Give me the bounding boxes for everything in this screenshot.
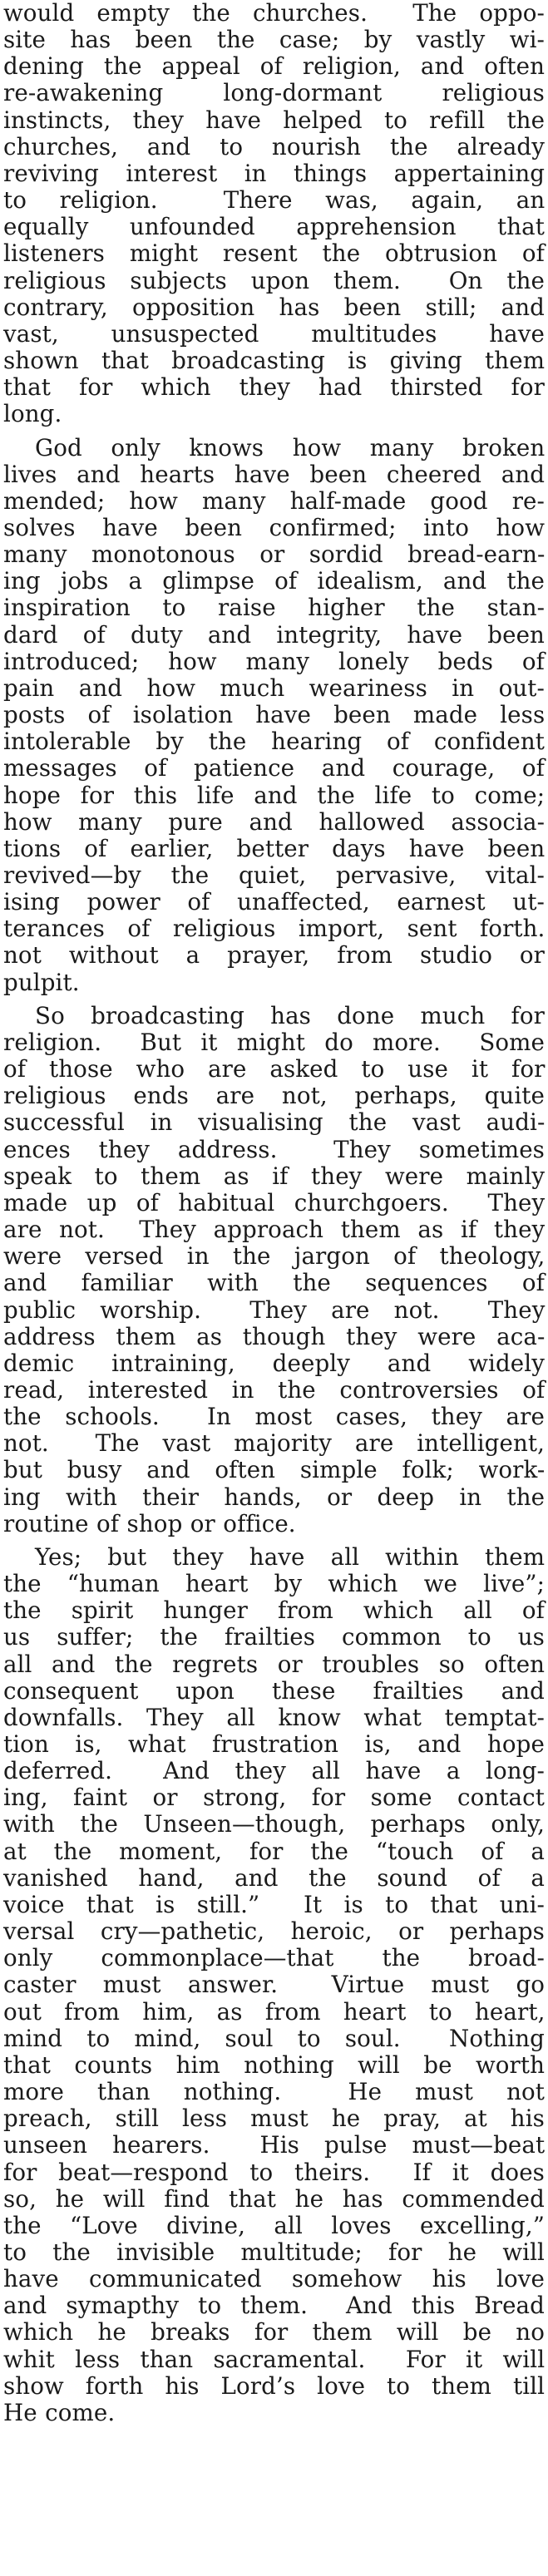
text-line: ing jobs a glimpse of idealism, and the <box>3 567 545 595</box>
text-line: site has been the case; by vastly wi- <box>3 26 545 54</box>
article-column <box>3 0 545 2426</box>
text-line: ences they address. They sometimes <box>3 1135 545 1163</box>
text-line: Yes; but they have all within them <box>35 1542 546 1571</box>
text-line: instincts, they have helped to refill the <box>3 106 546 134</box>
text-line: all and the regrets or troubles so often <box>3 1650 546 1678</box>
text-line: religious subjects upon them. On the <box>3 266 546 294</box>
text-line: posts of isolation have been made less <box>3 701 546 729</box>
text-line: consequent upon these frailties and <box>3 1676 545 1705</box>
text-line: speak to them as if they were mainly <box>3 1162 546 1190</box>
text-line: whit less than sacramental. For it will <box>3 2345 546 2373</box>
text-line: introduced; how many lonely beds of <box>3 647 545 675</box>
text-line: have communicated somehow his love <box>3 2265 545 2293</box>
paragraph-1 <box>3 0 545 428</box>
text-line: to the invisible multitude; for he will <box>3 2238 546 2266</box>
text-line: for beat—respond to theirs. If it does <box>3 2158 545 2186</box>
text-line: and familiar with the sequences of <box>3 1269 545 1297</box>
text-line: the “human heart by which we live”; <box>3 1570 545 1598</box>
text-line: vast, unsuspected multitudes have <box>3 319 545 348</box>
text-line: He come. <box>3 2398 116 2426</box>
text-line: the schools. In most cases, they are <box>3 1403 545 1431</box>
text-line: revived—by the quiet, pervasive, vital- <box>3 861 545 889</box>
text-line: routine of shop or office. <box>3 1509 296 1537</box>
text-line: So broadcasting has done much for <box>35 1001 545 1029</box>
text-line: not without a prayer, from studio or <box>3 941 545 970</box>
text-line: equally unfounded apprehension that <box>3 213 545 241</box>
text-line: more than nothing. He must not <box>3 2078 545 2106</box>
text-line: religion. But it might do more. Some <box>3 1028 545 1056</box>
text-line: shown that broadcasting is giving them <box>3 347 546 375</box>
text-line: messages of patience and courage, of <box>3 754 545 782</box>
text-line: inspiration to raise higher the stan- <box>3 594 546 622</box>
text-line: at the moment, for the “touch of a <box>3 1837 545 1865</box>
paragraph-3 <box>3 1003 545 1537</box>
text-line: so, he will find that he has commended <box>3 2184 545 2213</box>
text-line: read, interested in the controversies of <box>3 1375 546 1404</box>
text-line: only commonplace—that the broad- <box>3 1944 545 1972</box>
text-line: tion is, what frustration is, and hope <box>3 1730 545 1758</box>
text-line: made up of habitual churchgoers. They <box>3 1188 546 1216</box>
text-line: long. <box>3 400 62 428</box>
text-line: out from him, as from heart to heart, <box>3 1997 546 2026</box>
text-line: would empty the churches. The oppo- <box>3 0 545 27</box>
text-line: unseen hearers. His pulse must—beat <box>3 2131 546 2159</box>
text-line: address them as though they were aca- <box>3 1322 546 1350</box>
text-line: how many pure and hallowed associa- <box>3 807 546 836</box>
text-line: tions of earlier, better days have been <box>3 834 546 862</box>
text-line: are not. They approach them as if they <box>3 1216 546 1244</box>
text-line: hope for this life and the life to come; <box>3 781 546 809</box>
text-line: many monotonous or sordid bread-earn- <box>3 540 546 569</box>
text-line: preach, still less must he pray, at his <box>3 2105 545 2133</box>
text-line: ising power of unaffected, earnest ut- <box>3 888 545 916</box>
text-line: solves have been confirmed; into how <box>3 513 545 541</box>
text-line: with the Unseen—though, perhaps only, <box>3 1810 545 1838</box>
paragraph-2 <box>3 435 545 996</box>
text-line: mended; how many half-made good re- <box>3 486 545 515</box>
text-line: reviving interest in things appertaining <box>3 159 546 187</box>
text-line: voice that is still.” It is to that uni- <box>3 1890 545 1918</box>
text-line: caster must answer. Virtue must go <box>3 1971 546 1999</box>
text-line: versal cry—pathetic, heroic, or perhaps <box>3 1917 545 1946</box>
text-line: dard of duty and integrity, have been <box>3 620 545 649</box>
text-line: and symapthy to them. And this Bread <box>3 2292 545 2320</box>
text-line: dening the appeal of religion, and often <box>3 52 545 81</box>
text-line: ing with their hands, or deep in the <box>3 1483 546 1511</box>
text-line: churches, and to nourish the already <box>3 132 545 160</box>
text-line: mind to mind, soul to soul. Nothing <box>3 2024 545 2052</box>
text-line: the “Love divine, all loves excelling,” <box>3 2211 546 2239</box>
text-line: pulpit. <box>3 968 80 996</box>
text-line: that counts him nothing will be worth <box>3 2050 546 2079</box>
text-line: pain and how much weariness in out- <box>3 674 545 702</box>
paragraph-4 <box>3 1544 545 2426</box>
text-line: ing, faint or strong, for some contact <box>3 1784 545 1812</box>
text-line: re-awakening long-dormant religious <box>3 79 545 107</box>
text-line: public worship. They are not. They <box>3 1295 546 1324</box>
text-line: the spirit hunger from which all of <box>3 1596 545 1625</box>
text-line: which he breaks for them will be no <box>3 2318 546 2347</box>
text-line: of those who are asked to use it for <box>3 1055 546 1083</box>
text-line: not. The vast majority are intelligent, <box>3 1429 546 1458</box>
text-line: that for which they had thirsted for <box>3 373 545 402</box>
text-line: were versed in the jargon of theology, <box>3 1242 546 1271</box>
text-line: deferred. And they all have a long- <box>3 1757 545 1785</box>
text-line: successful in visualising the vast audi- <box>3 1108 546 1137</box>
text-line: but busy and often simple folk; work- <box>3 1456 546 1484</box>
text-line: demic intraining, deeply and widely <box>3 1349 545 1377</box>
text-line: to religion. There was, again, an <box>3 186 546 215</box>
text-line: lives and hearts have been cheered and <box>3 460 546 488</box>
text-line: downfalls. They all know what temptat- <box>3 1703 545 1731</box>
text-line: show forth his Lord’s love to them till <box>3 2371 546 2400</box>
text-line: contrary, opposition has been still; and <box>3 293 545 321</box>
text-line: terances of religious import, sent forth. <box>3 915 546 943</box>
text-line: intolerable by the hearing of confident <box>3 728 546 756</box>
text-line: religious ends are not, perhaps, quite <box>3 1082 545 1110</box>
text-line: listeners might resent the obtrusion of <box>3 239 545 268</box>
text-line: us suffer; the frailties common to us <box>3 1623 545 1651</box>
text-line: God only knows how many broken <box>35 433 546 461</box>
text-line: vanished hand, and the sound of a <box>3 1863 545 1892</box>
